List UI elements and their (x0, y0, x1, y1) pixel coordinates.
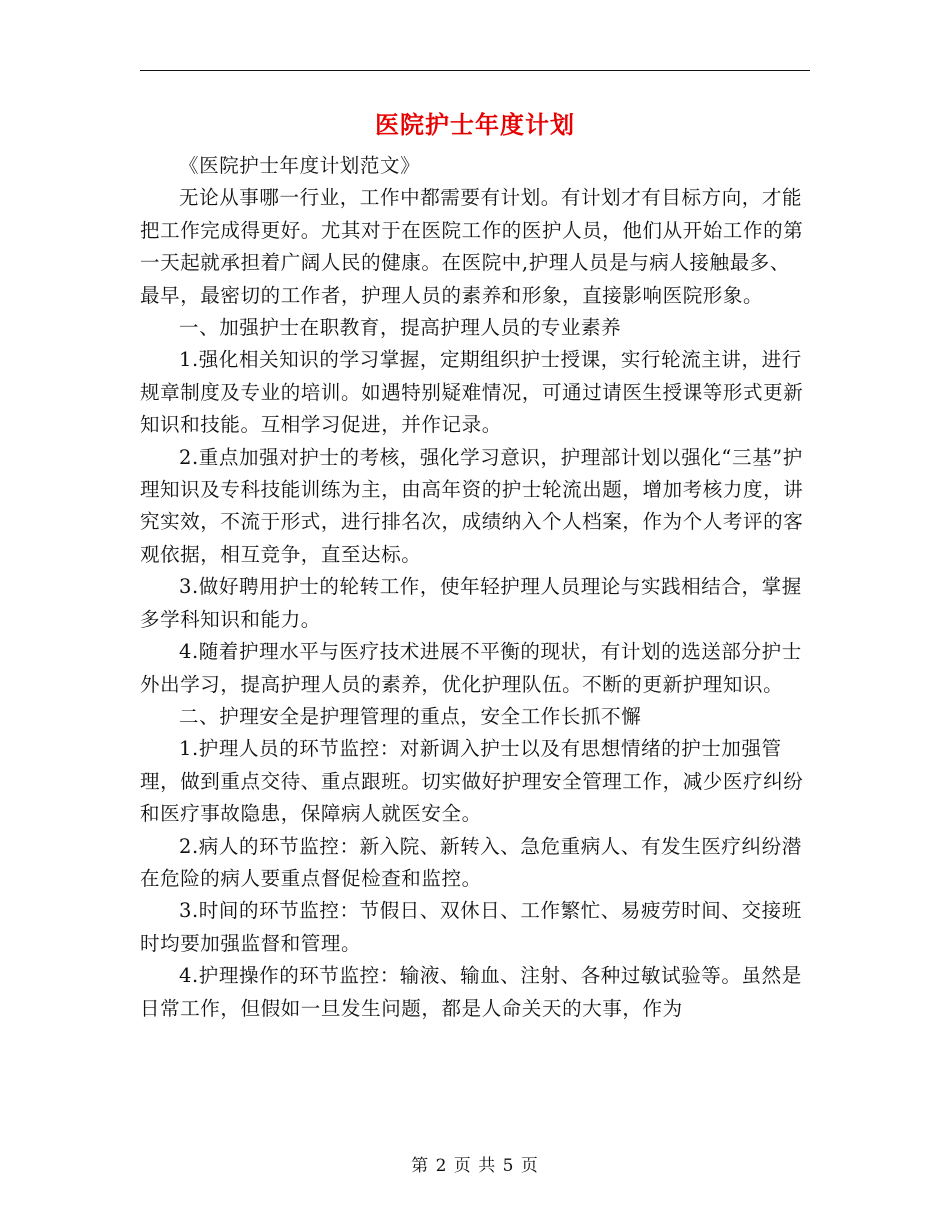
paragraph-item: 1.强化相关知识的学习掌握，定期组织护士授课，实行轮流主讲，进行规章制度及专业的培训。如遇特别疑难情况，可通过请医生授课等形式更新知识和技能。互相学习促进，并作记录。 (140, 348, 804, 437)
paragraph-item: 2.病人的环节监控：新入院、新转入、急危重病人、有发生医疗纠纷潜在危险的病人要重点督促检查和监控。 (140, 834, 802, 890)
paragraph-item: 3.时间的环节监控：节假日、双休日、工作繁忙、易疲劳时间、交接班时均要加强监督和管理。 (140, 899, 802, 955)
paragraph-item: 4.护理操作的环节监控：输液、输血、注射、各种过敏试验等。虽然是日常工作，但假如一旦发生问题，都是人命关天的大事，作为 (140, 964, 802, 1020)
page-indicator: 第 2 页 共 5 页 (411, 1156, 539, 1176)
document-body (140, 150, 810, 1025)
paragraph-item: 3.做好聘用护士的轮转工作，使年轻护理人员理论与实践相结合，掌握多学科知识和能力。 (140, 575, 802, 631)
document-title: 医院护士年度计划 (375, 110, 575, 139)
paragraph-item: 1.护理人员的环节监控：对新调入护士以及有思想情绪的护士加强管理，做到重点交待、重点跟班。切实做好护理安全管理工作，减少医疗纠纷和医疗事故隐患，保障病人就医安全。 (140, 737, 804, 826)
section-heading-2: 二、护理安全是护理管理的重点，安全工作长抓不懈 (179, 704, 642, 728)
section-heading-1: 一、加强护士在职教育，提高护理人员的专业素养 (179, 316, 622, 340)
paragraph-source: 《医院护士年度计划范文》 (179, 154, 421, 177)
paragraph-item: 2.重点加强对护士的考核，强化学习意识，护理部计划以强化“三基”护理知识及专科技能训练为主，由高年资的护士轮流出题，增加考核力度，讲究实效，不流于形式，进行排名次，成绩纳入个人档案，作为个人考评的客观依据，相互竞争，直至达标。 (140, 445, 804, 566)
header-rule (140, 70, 810, 71)
paragraph-intro: 无论从事哪一行业，工作中都需要有计划。有计划才有目标方向，才能把工作完成得更好。尤其对于在医院工作的医护人员，他们从开始工作的第一天起就承担着广阔人民的健康。在医院中,护理人员是与病人接触最多、最早，最密切的工作者，护理人员的素养和形象，直接影响医院形象。 (140, 186, 804, 307)
paragraph-item: 4.随着护理水平与医疗技术进展不平衡的现状，有计划的选送部分护士外出学习，提高护理人员的素养，优化护理队伍。不断的更新护理知识。 (140, 640, 802, 696)
